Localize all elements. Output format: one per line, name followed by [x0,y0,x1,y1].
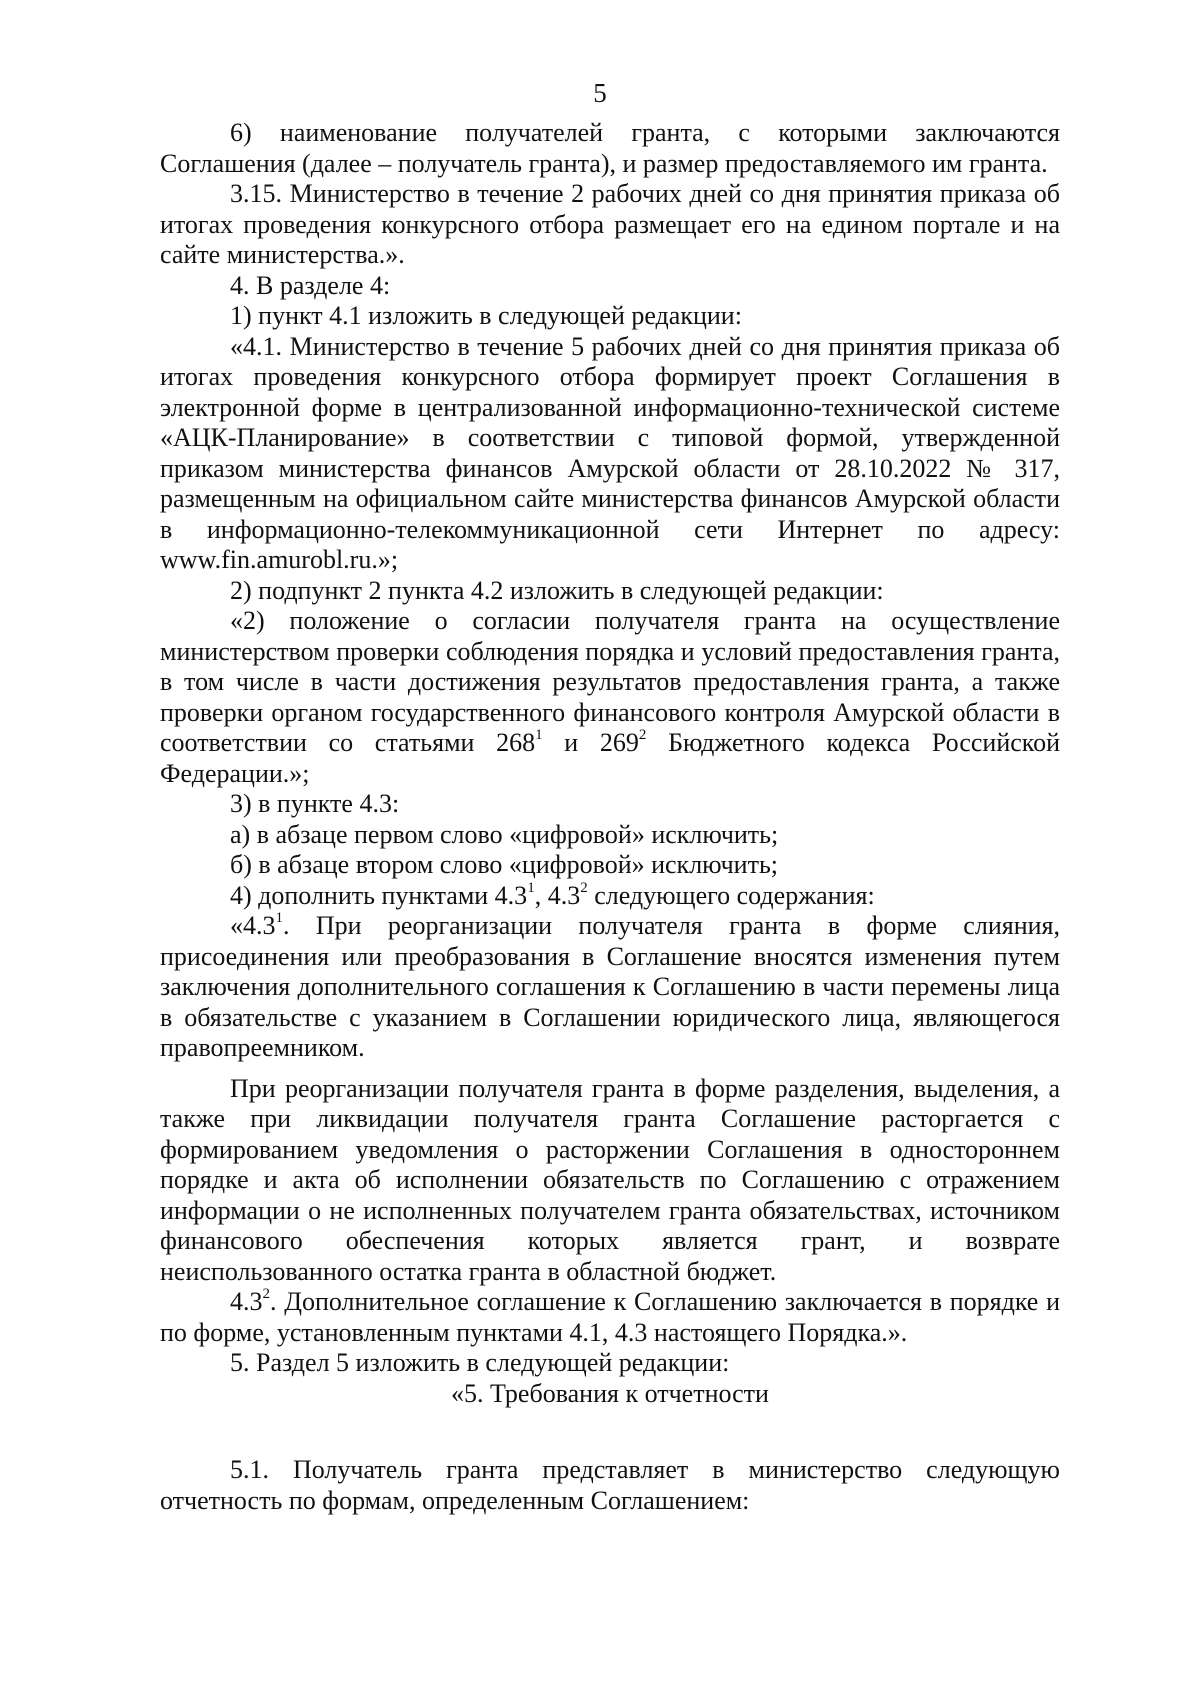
paragraph-4-1: «4.1. Министерство в течение 5 рабочих дней со дня принятия приказа об итогах проведения конкурсного отбора формирует проект Соглашения в электронной форме в централизованной информационно-технической системе «АЦК-Планирование» в соответствии с типовой формой, утвержденной приказом министерства финансов Амурской области от 28.10.2022 № 317, размещенным на официальном сайте министерства финансов Амурской области в информационно-телекоммуникационной сети Интернет по адресу: www.fin.amurobl.ru.»; [160,331,1060,574]
paragraph-4-3-2 [160,1287,1060,1348]
page-number: 5 [593,78,607,108]
paragraph-4-3-1 [160,911,1060,1064]
text-run: «4.3 [230,911,276,940]
paragraph-3-15: 3.15. Министерство в течение 2 рабочих дней со дня принятия приказа об итогах проведения конкурсного отбора размещает его на едином портале и на сайте министерства.». [160,179,1060,269]
text-run: 4) дополнить пунктами 4.3 [230,880,528,910]
paragraph-item-3b: б) в абзаце втором слово «цифровой» исключить; [230,850,779,879]
text-run: «2) положение о согласии получателя гранта на осуществление министерством проверки соблюдения порядка и условий предоставления гранта, в том числе в части достижения результатов предоставления гранта, а также проверки органом государственного финансового контроля Амурской области в соответствии со статьями 268 [160,606,1060,757]
document-body [160,118,1060,1516]
superscript: 1 [275,910,283,927]
text-run: и 269 [542,728,639,757]
superscript: 2 [262,1286,270,1303]
text-run: . При реорганизации получателя гранта в форме слияния, присоединения или преобразования в Соглашение вносятся изменения путем заключения дополнительного соглашения к Соглашению в части перемены лица в обязательстве с указанием в Соглашении юридического лица, являющегося правопреемником. [160,911,1060,1062]
text-run: , 4.3 [534,880,581,910]
superscript: 2 [580,879,588,896]
superscript: 2 [638,727,647,744]
paragraph-5-1: 5.1. Получатель гранта представляет в министерство следующую отчетность по формам, определенным Соглашением: [160,1455,1060,1515]
superscript: 1 [535,727,543,744]
paragraph-item-3: 3) в пункте 4.3: [230,789,400,818]
paragraph-grant-recipients: 6) наименование получателей гранта, с которыми заключаются Соглашения (далее – получатель гранта), и размер предоставляемого им гранта. [160,118,1060,178]
text-run: . Дополнительное соглашение к Соглашению заключается в порядке и по форме, установленным пунктами 4.1, 4.3 настоящего Порядка.». [160,1287,1060,1347]
text-run: Бюджетного кодекса Российской Федерации.»; [160,728,1061,788]
paragraph-item-2: 2) подпункт 2 пункта 4.2 изложить в следующей редакции: [230,575,884,605]
paragraph-section-5: 5. Раздел 5 изложить в следующей редакции: [230,1348,730,1377]
paragraph-reorganization: При реорганизации получателя гранта в форме разделения, выделения, а также при ликвидации получателя гранта Соглашение расторгается с формированием уведомления о расторжении Соглашения в одностороннем порядке и акта об исполнении обязательств по Соглашению с отражением информации о не исполненных получателем гранта обязательствах, источником финансового обеспечения которых является грант, и возврате неиспользованного остатка гранта в областной бюджет. [160,1073,1060,1286]
paragraph-item-4 [160,881,1060,912]
paragraph-consent-clause [160,606,1060,789]
paragraph-item-1: 1) пункт 4.1 изложить в следующей редакции: [230,301,742,330]
text-run: 4.3 [230,1287,263,1316]
superscript: 1 [527,879,535,896]
paragraph-section-4: 4. В разделе 4: [230,270,391,300]
text-run: следующего содержания: [587,880,875,910]
section-5-heading: «5. Требования к отчетности [451,1378,769,1408]
paragraph-item-3a: а) в абзаце первом слово «цифровой» исключить; [230,819,779,849]
